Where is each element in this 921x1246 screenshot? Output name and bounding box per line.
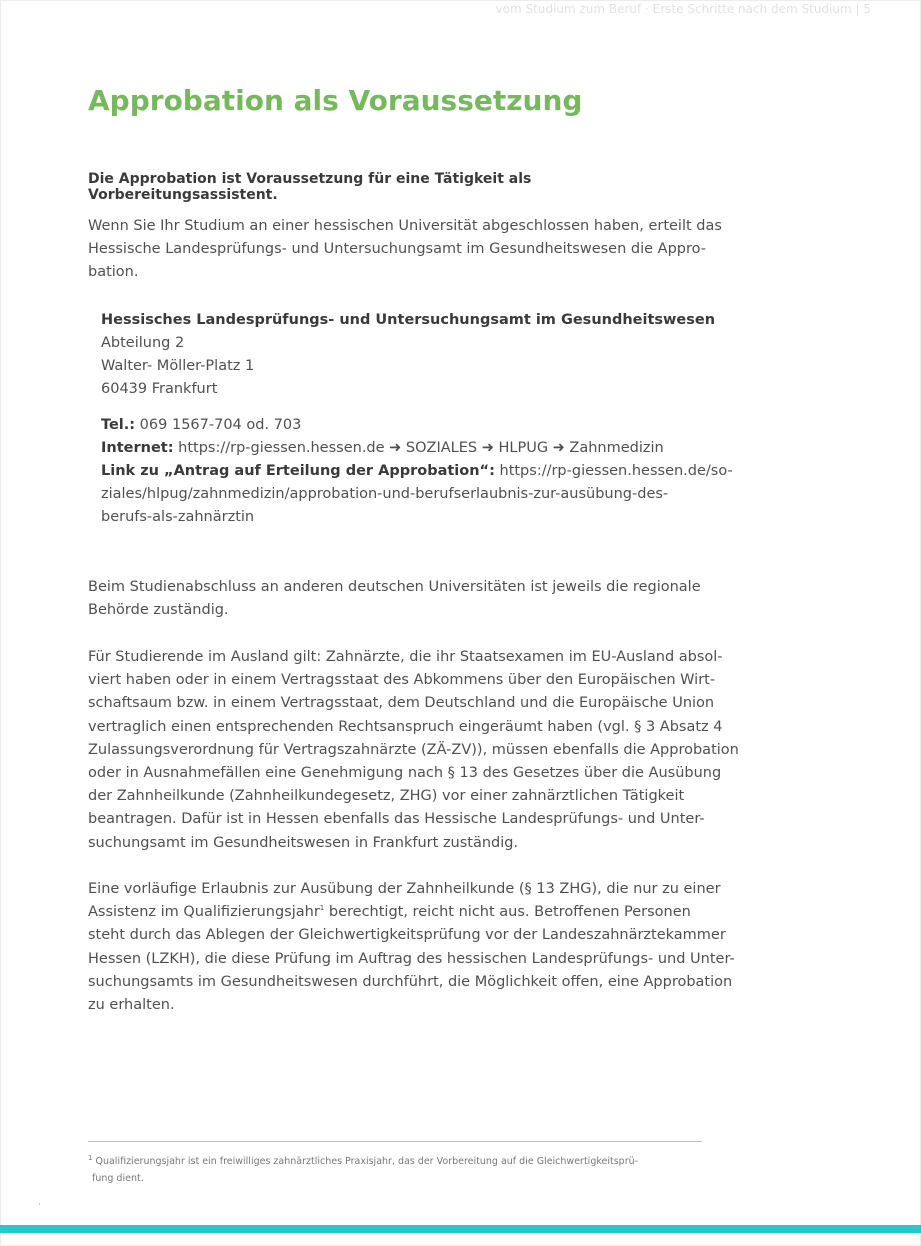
paragraph-line: Hessen (LZKH), die diese Prüfung im Auftrag des hessischen Landesprüfungs- und Unter-	[88, 950, 735, 967]
authority-address	[101, 309, 716, 401]
footnote-line: fung dient.	[92, 1173, 144, 1184]
authority-contact	[101, 414, 733, 529]
footer-color-bar	[0, 1225, 921, 1233]
application-link-line	[101, 460, 733, 483]
footnote-divider	[88, 1141, 702, 1142]
internet-label: Internet:	[101, 440, 174, 456]
phone-number: 069 1567-704 od. 703	[135, 417, 302, 433]
paragraph-line: Beim Studienabschluss an anderen deutschen Universitäten ist jeweils die regionale	[88, 579, 701, 595]
paragraph-text: Assistenz im Qualifizierungsjahr	[88, 904, 320, 921]
abroad-paragraph	[88, 646, 739, 855]
application-link-url[interactable]: https://rp-giessen.hessen.de/so-	[494, 463, 733, 479]
paragraph-line: Für Studierende im Ausland gilt: Zahnärzte, die ihr Staatsexamen im EU-Ausland absol-	[88, 649, 723, 665]
internet-line	[101, 437, 701, 460]
page-title: Approbation als Voraussetzung	[88, 84, 583, 117]
running-header: vom Studium zum Beruf · Erste Schritte nach dem Studium | 5	[495, 2, 871, 16]
permission-paragraph	[88, 878, 735, 1017]
paragraph-line: Eine vorläufige Erlaubnis zur Ausübung der Zahnheilkunde (§ 13 ZHG), die nur zu einer	[88, 881, 721, 897]
authority-name: Hessisches Landesprüfungs- und Untersuchungsamt im Gesundheitswesen	[101, 312, 716, 328]
paragraph-line: vertraglich einen entsprechenden Rechtsanspruch eingeräumt haben (vgl. § 3 Absatz 4	[88, 718, 723, 735]
authority-city: 60439 Frankfurt	[101, 381, 218, 397]
paragraph-line: Zulassungsverordnung für Vertragszahnärzte (ZÄ-ZV)), müssen ebenfalls die Approbation	[88, 741, 739, 758]
authority-street: Walter- Möller-Platz 1	[101, 358, 255, 374]
paragraph-line: schaftsaum bzw. in einem Vertragsstaat, dem Deutschland und die Europäische Union	[88, 695, 715, 712]
footnote-marker: 1	[88, 1153, 93, 1162]
paragraph-line: Behörde zuständig.	[88, 602, 229, 619]
intro-line: bation.	[88, 264, 139, 281]
paragraph-line: viert haben oder in einem Vertragsstaat des Abkommens über den Europäischen Wirt-	[88, 672, 716, 689]
footnote-line	[88, 1153, 702, 1170]
footnote-text: Qualifizierungsjahr ist ein freiwilliges zahnärztliches Praxisjahr, das der Vorbereitung auf die Gleichwertigkeitsprü-	[92, 1156, 639, 1167]
internet-path[interactable]: https://rp-giessen.hessen.de ➜ SOZIALES ➜ HLPUG ➜ Zahnmedizin	[173, 440, 664, 456]
paragraph-line: der Zahnheilkunde (Zahnheilkundegesetz, ZHG) vor einer zahnärztlichen Tätigkeit	[88, 788, 685, 805]
paragraph-line	[88, 901, 702, 924]
footnote-reference[interactable]: 1	[319, 904, 325, 913]
application-link-url-cont[interactable]: berufs-als-zahnärztin	[101, 509, 255, 525]
paragraph-text: berechtigt, reicht nicht aus. Betroffenen Personen	[324, 904, 691, 921]
phone-label: Tel.:	[101, 417, 136, 433]
lead-sentence: Die Approbation ist Voraussetzung für eine Tätigkeit als Vorbereitungsassistent.	[88, 171, 532, 203]
intro-paragraph	[88, 215, 722, 285]
application-link-url-cont[interactable]: ziales/hlpug/zahnmedizin/approbation-und-berufserlaubnis-zur-ausübung-des-	[101, 486, 669, 502]
paragraph-line: steht durch das Ablegen der Gleichwertigkeitsprüfung vor der Landeszahnärztekammer	[88, 927, 726, 944]
authority-department: Abteilung 2	[101, 335, 185, 351]
paragraph-line: suchungsamts im Gesundheitswesen durchführt, die Möglichkeit offen, eine Approbation	[88, 973, 733, 990]
paragraph-line: suchungsamt im Gesundheitswesen in Frankfurt zuständig.	[88, 834, 519, 851]
paragraph-line: beantragen. Dafür ist in Hessen ebenfalls das Hessische Landesprüfungs- und Unter-	[88, 811, 705, 828]
regional-paragraph	[88, 576, 702, 622]
paragraph-line: oder in Ausnahmefällen eine Genehmigung nach § 13 des Gesetzes über die Ausübung	[88, 765, 722, 782]
paragraph-line: zu erhalten.	[88, 997, 175, 1014]
footnote	[88, 1153, 702, 1187]
intro-line: Hessische Landesprüfungs- und Untersuchungsamt im Gesundheitswesen die Appro-	[88, 241, 706, 258]
application-link-label: Link zu „Antrag auf Erteilung der Approbation“:	[101, 463, 495, 479]
footer-mark: ·	[38, 1200, 41, 1210]
intro-line: Wenn Sie Ihr Studium an einer hessischen Universität abgeschlossen haben, erteilt das	[88, 218, 722, 234]
phone-line	[101, 414, 701, 437]
